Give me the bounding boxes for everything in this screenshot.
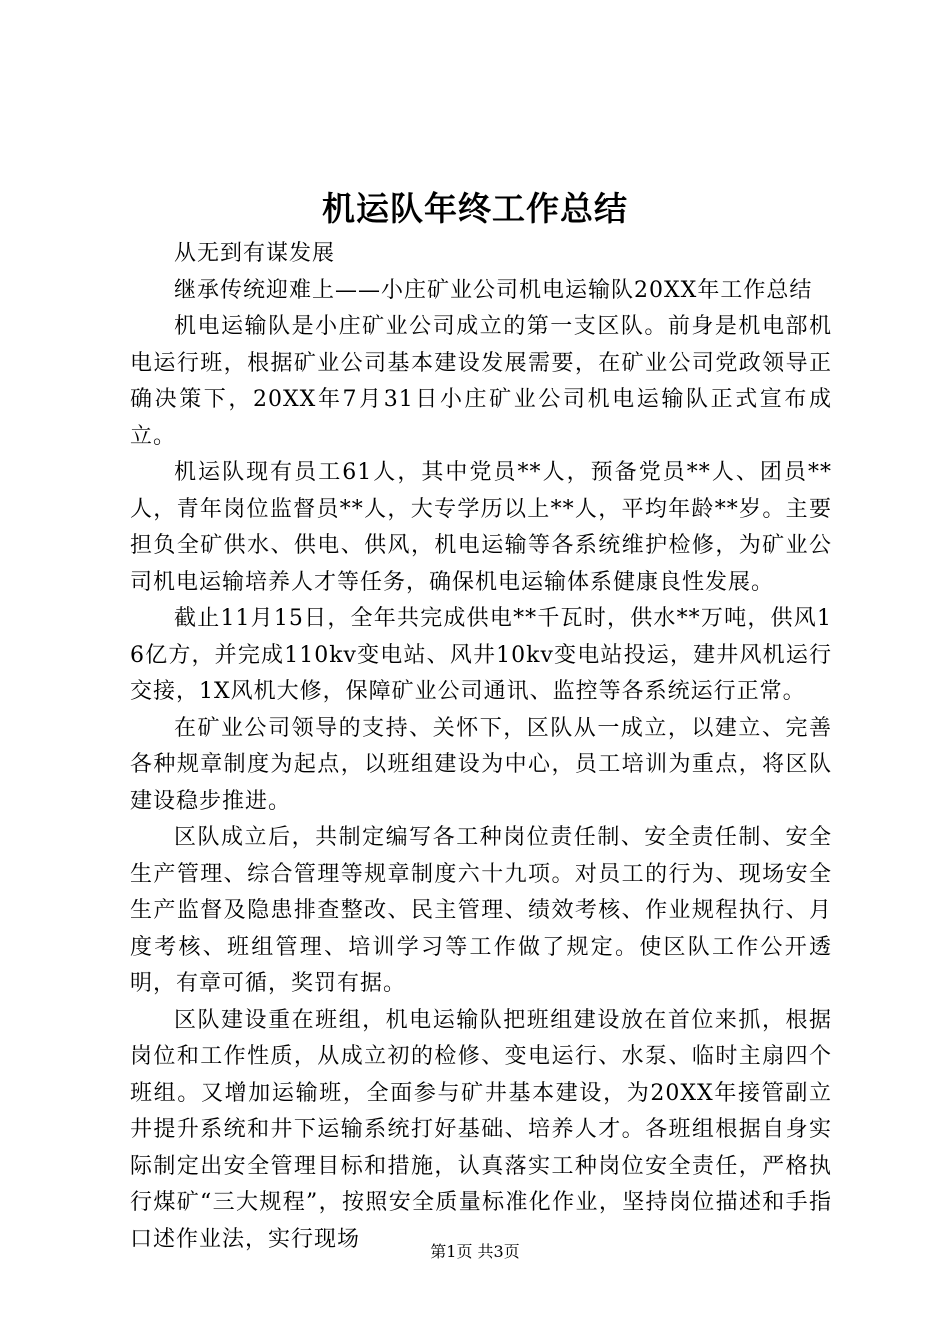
paragraph-team-building: 区队建设重在班组，机电运输队把班组建设放在首位来抓，根据岗位和工作性质，从成立初的检修、变电运行、水泵、临时主扇四个班组。又增加运输班，全面参与矿井基本建设，为20XX年接管副立井提升系统和井下运输系统打好基础、培养人才。各班组根据自身实际制定出安全管理目标和措施，认真落实工种岗位安全责任，严格执行煤矿“三大规程”，按照安全质量标准化作业，坚持岗位描述和手指口述作业法，实行现场 bbox=[130, 1007, 832, 1252]
paragraph-intro: 机电运输队是小庄矿业公司成立的第一支区队。前身是机电部机电运行班，根据矿业公司基本建设发展需要，在矿业公司党政领导正确决策下，20XX年7月31日小庄矿业公司机电运输队正式宣布成立。 bbox=[130, 314, 832, 449]
paragraph-output: 截止11月15日，全年共完成供电**千瓦时，供水**万吨，供风16亿方，并完成110kv变电站、风井10kv变电站投运，建井风机运行交接，1X风机大修，保障矿业公司通讯、监控等各系统运行正常。 bbox=[130, 606, 832, 704]
paragraph-regulations: 区队成立后，共制定编写各工种岗位责任制、安全责任制、安全生产管理、综合管理等规章制度六十九项。对员工的行为、现场安全生产监督及隐患排查整改、民主管理、绩效考核、作业规程执行、月度考核、班组管理、培训学习等工作做了规定。使区队工作公开透明，有章可循，奖罚有据。 bbox=[130, 825, 832, 996]
paragraph-staff: 机运队现有员工61人，其中党员**人，预备党员**人、团员**人，青年岗位监督员**人，大专学历以上**人，平均年龄**岁。主要担负全矿供水、供电、供风，机电运输等各系统维护检修，为矿业公司机电运输培养人才等任务，确保机电运输体系健康良性发展。 bbox=[130, 460, 832, 595]
paragraph-subtitle-2: 继承传统迎难上——小庄矿业公司机电运输队20XX年工作总结 bbox=[174, 277, 813, 303]
paragraph-subtitle-1: 从无到有谋发展 bbox=[174, 241, 336, 266]
document-body bbox=[130, 236, 832, 1258]
paragraph-leadership: 在矿业公司领导的支持、关怀下，区队从一成立，以建立、完善各种规章制度为起点，以班组建设为中心，员工培训为重点，将区队建设稳步推进。 bbox=[130, 715, 832, 814]
page-footer: 第1页 共3页 bbox=[430, 1242, 520, 1261]
document-title: 机运队年终工作总结 bbox=[322, 189, 628, 228]
